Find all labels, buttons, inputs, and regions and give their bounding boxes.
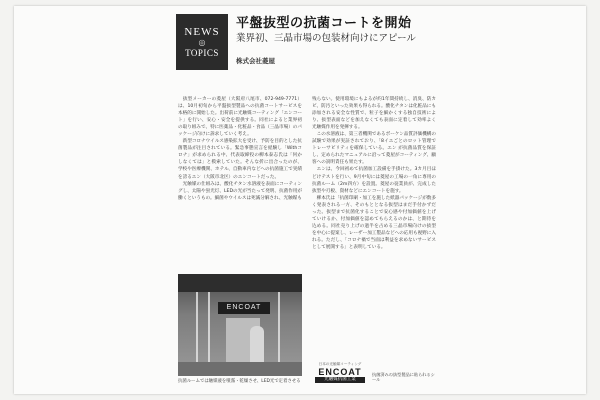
logo-brand-name: ENCOAT bbox=[318, 367, 362, 377]
encoat-logo bbox=[312, 362, 368, 386]
photo-light-fixture bbox=[278, 292, 280, 362]
antibacterial-room-photo bbox=[178, 274, 302, 376]
photo-ceiling bbox=[178, 274, 302, 292]
badge-ornament-icon: ◎ bbox=[198, 37, 206, 47]
logo-caption: 抗菌済みの抜型製品に貼られるシール bbox=[372, 372, 435, 383]
logo-subtitle: 光触媒抗菌工業 bbox=[315, 377, 365, 383]
article-headline: 平盤抜型の抗菌コートを開始 bbox=[236, 16, 412, 31]
photo-light-fixture bbox=[208, 292, 210, 362]
logo-tagline: 日本の光触媒コーティング bbox=[318, 362, 362, 366]
badge-news-label: NEWS bbox=[184, 25, 220, 38]
news-topics-badge bbox=[176, 14, 228, 70]
article-body-column-1: 抜型メーカーの菱屋（大阪府八尾市、072-949-7771）は、10月初旬から平盤抜型製品への抗菌コートサービスを本格的に開始した。出荷前に光触媒コーティング「エンコート」を行い、安心・安全を提供する。同社によると業界初の取り組みで、特に医薬品・化粧品・食品（三晶市場）のパッケージ向けに訴求していく考え。 新型コロナウイルス感染拡大を受け、予防を目的とした抗菌製品が注目されている。緊急事態宣言を経験し「Withコロナ」が求められる中、代表取締役の柳本泰志氏は「何かしなくては」と模索していた。そんな折に出合ったのが、学校や医療機関、ホテル、自動車内などへの抗菌施工で実績を誇るエン（大阪市北区）のエンコートだった。 光触媒の仕組みは、酸化チタン水溶液を表面にコーティングし、太陽や蛍光灯、LEDの光が当たって発明、抗菌作用が働くというもの。細菌やウイルスは死滅分解され、光触媒も bbox=[178, 97, 302, 201]
photo-encoat-sign: ENCOAT bbox=[218, 302, 270, 314]
photo-caption: 抗菌ルームでは触媒液を噴霧・乾燥させ、LED光で定着させる bbox=[178, 379, 301, 384]
badge-topics-label: TOPICS bbox=[185, 47, 219, 58]
article-subheadline: 業界初、三晶市場の包装材向けにアピール bbox=[236, 33, 416, 44]
company-name: 株式会社菱屋 bbox=[236, 57, 275, 65]
article-body-column-2: 残らない。使用環境にもよるが約1年間持続し、消臭、防カビ、防汚といった効果も得られる。酸化チタンは化粧品にも添加される安全な性質で、粒子を細かくする独自技術により、抜型表面などを加えなくても表面に定着して効率よく光触媒作用を発揮する。 この水溶液は、第三者機関であるボーケン品質評価機構の試験で効果が実証されており、「8イエごとのロット管理でトレーサビリティを確保している。エン が抗菌品質を保証し、定められたマニュアルに沿って菱屋がコーティング、顧客への説明責任も果たす。 エンは、今回初めて抗菌加工設備を手掛けた。3カ月目ほどけテストを行い、9月中旬には菱屋の工場の一角に専用の抗菌ルーム（2m四方）を設置。菱屋の従業員が、完成した抜型や刃板、資材などにエンコートを施す。 柳本氏は「抗菌印刷・加工を施した紙器パッケージが数多く発表される一方、そのもととなる抜型はまだ手付かずだった。抜型まで抗菌化することで安心感や付加価値を上げていけるか、付加価値を認めてもらえるのかは、と期待を込める。同社売り上げの過半を占める三晶市場向けの抜型を中心に提案し、レーザー加工製品などへの応用も視野に入れる。ただし、「コロナ禍で当面は利益を求めないサービスとして展開する」と表明している。 bbox=[312, 97, 436, 250]
photo-floor bbox=[178, 362, 302, 376]
photo-light-fixture bbox=[196, 292, 198, 362]
